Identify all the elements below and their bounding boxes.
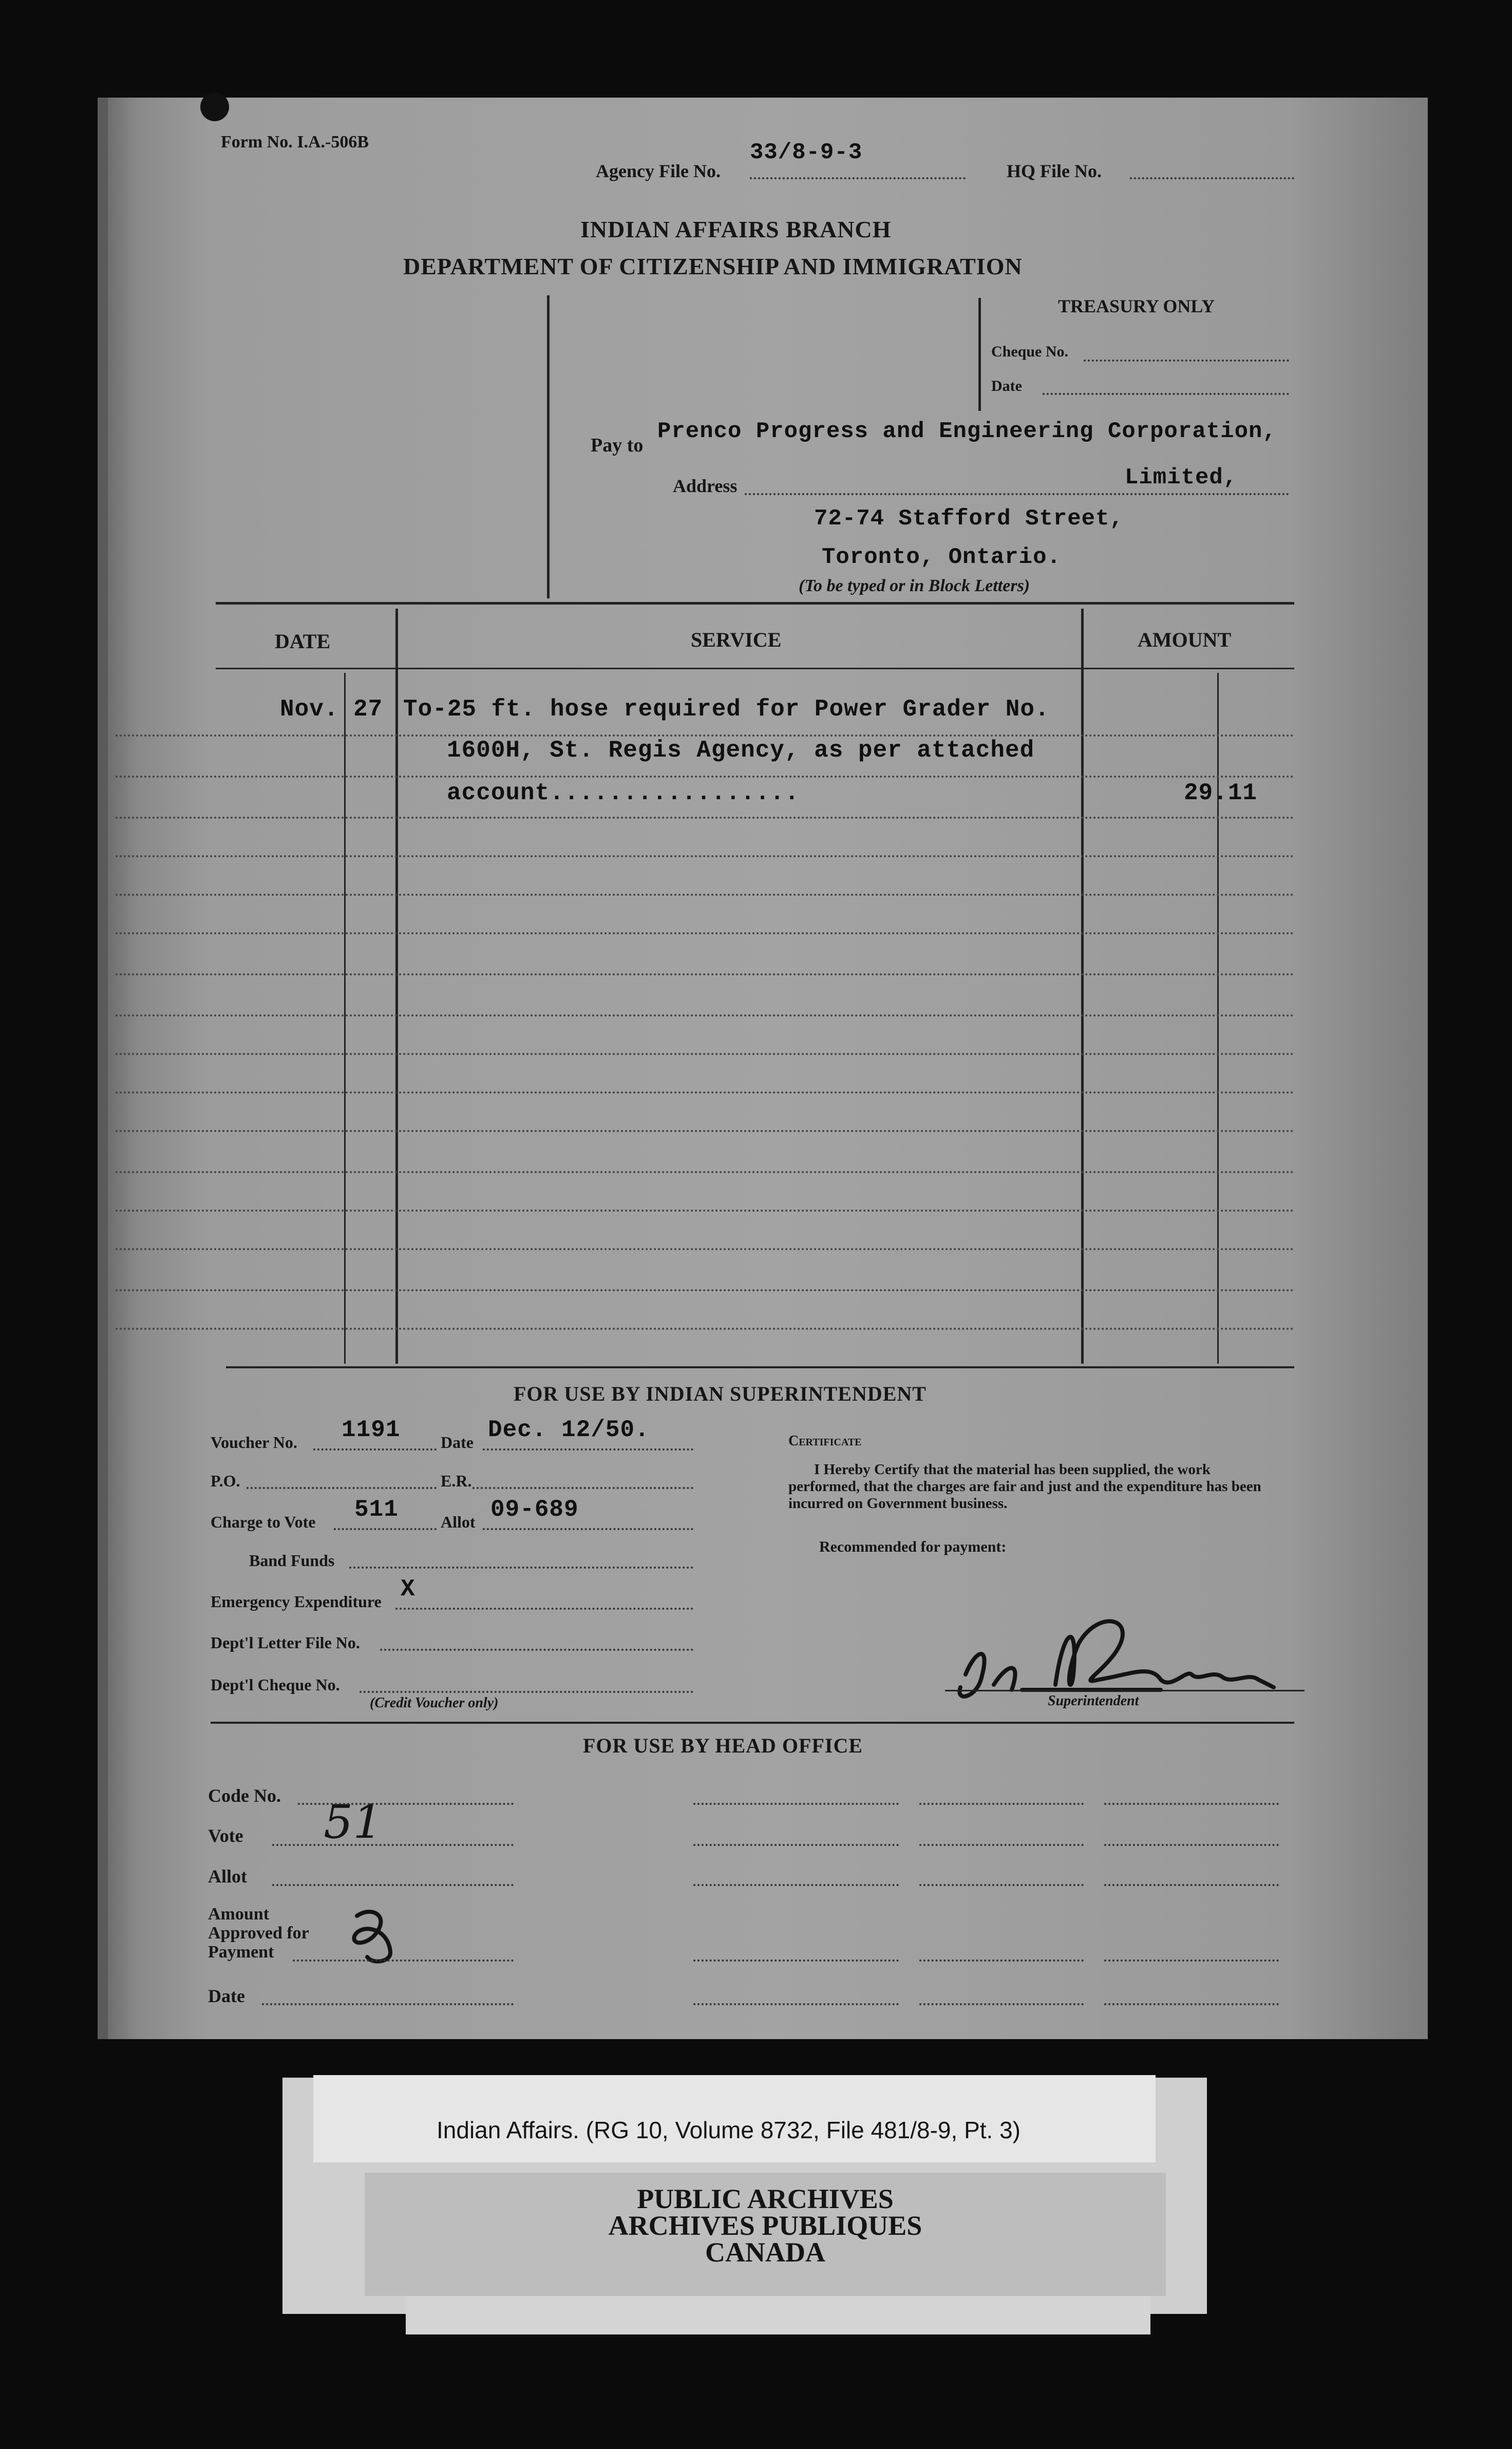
charge-to-vote-value: 511 <box>354 1496 399 1523</box>
treasury-cheque-line <box>1084 360 1289 362</box>
punch-hole <box>200 92 229 121</box>
form-number: Form No. I.A.-506B <box>221 133 369 152</box>
band-funds-label: Band Funds <box>249 1551 335 1570</box>
address-line-2: 72-74 Stafford Street, <box>814 506 1124 532</box>
allot-label: Allot <box>441 1513 476 1531</box>
cheque-no-label: Dept'l Cheque No. <box>211 1675 340 1694</box>
superintendent-title: FOR USE BY INDIAN SUPERINTENDENT <box>514 1382 927 1405</box>
head-office-line <box>1104 1803 1279 1805</box>
er-line <box>472 1487 693 1489</box>
amount-column-header: AMOUNT <box>1138 628 1232 651</box>
voucher-date-value: Dec. 12/50. <box>488 1417 650 1443</box>
cheque-no-line <box>360 1691 693 1693</box>
payment-label: Payment <box>208 1943 274 1962</box>
table-row <box>116 1053 1294 1055</box>
address-line-1: Limited, <box>1125 465 1238 491</box>
approved-for-label: Approved for <box>208 1924 309 1943</box>
head-office-rule <box>211 1722 1294 1724</box>
head-office-line <box>693 1884 899 1886</box>
department-title: DEPARTMENT OF CITIZENSHIP AND IMMIGRATION <box>403 253 1023 279</box>
treasury-date-line <box>1043 393 1289 395</box>
letter-file-label: Dept'l Letter File No. <box>211 1633 360 1652</box>
table-row <box>116 776 1294 778</box>
pay-to-value: Prenco Progress and Engineering Corporation, <box>657 419 1277 444</box>
archive-stamp-line-2: ARCHIVES PUBLIQUES <box>608 2210 922 2241</box>
head-office-line <box>919 2003 1084 2005</box>
letter-file-line <box>380 1649 693 1651</box>
hq-file-label: HQ File No. <box>1007 161 1102 181</box>
amount-label: Amount <box>208 1905 270 1924</box>
table-row <box>116 855 1294 857</box>
table-row <box>116 973 1294 975</box>
voucher-date-line <box>483 1448 693 1450</box>
table-row <box>116 1210 1294 1212</box>
po-line <box>247 1487 437 1489</box>
head-office-line <box>693 1844 899 1846</box>
certificate-title: Certificate <box>788 1433 862 1449</box>
emergency-expenditure-line <box>395 1608 693 1610</box>
emergency-expenditure-label: Emergency Expenditure <box>211 1592 382 1611</box>
head-office-line <box>1104 2003 1279 2005</box>
table-row <box>116 817 1294 819</box>
amount-column-rule <box>1081 609 1084 1364</box>
charge-to-vote-line <box>334 1528 437 1530</box>
archive-stamp <box>365 2183 1166 2268</box>
recommended-for-payment: Recommended for payment: <box>819 1538 1007 1555</box>
head-office-title: FOR USE BY HEAD OFFICE <box>583 1734 863 1757</box>
amount-value: 29.11 <box>1184 780 1258 806</box>
date-column-rule <box>395 609 398 1364</box>
table-row <box>116 1289 1294 1291</box>
superintendent-rule <box>226 1366 1294 1368</box>
service-line-3: account................. <box>447 780 800 806</box>
voucher-no-line <box>313 1448 437 1450</box>
allot-value: 09-689 <box>490 1496 579 1523</box>
archive-stamp-line-1: PUBLIC ARCHIVES <box>637 2183 894 2214</box>
charge-to-vote-label: Charge to Vote <box>211 1513 316 1531</box>
archive-tag-bottom-strip <box>406 2296 1150 2334</box>
allot-line <box>483 1528 693 1530</box>
head-office-line <box>298 1803 514 1805</box>
hq-file-line <box>1130 177 1294 179</box>
head-office-line <box>693 1803 899 1805</box>
allot-head-label: Allot <box>208 1866 247 1887</box>
table-row <box>116 894 1294 896</box>
credit-voucher-note: (Credit Voucher only) <box>370 1695 499 1711</box>
er-label: E.R. <box>441 1472 472 1490</box>
agency-file-label: Agency File No. <box>596 161 721 181</box>
treasury-title: TREASURY ONLY <box>1058 296 1215 316</box>
table-top-rule <box>216 602 1294 605</box>
entry-date: Nov. 27 <box>280 696 383 723</box>
table-row <box>116 1130 1294 1132</box>
treasury-box-left <box>978 298 981 411</box>
date-head-label: Date <box>208 1986 245 2006</box>
code-no-label: Code No. <box>208 1785 281 1806</box>
service-line-1: To-25 ft. hose required for Power Grader No. <box>403 696 1050 723</box>
voucher-no-value: 1191 <box>342 1417 401 1443</box>
table-row <box>116 1171 1294 1173</box>
table-row <box>116 1248 1294 1250</box>
vote-handwritten: 51 <box>324 1795 383 1849</box>
head-office-line <box>262 2003 514 2005</box>
treasury-date-label: Date <box>991 378 1022 394</box>
archive-stamp-line-3: CANADA <box>705 2237 825 2268</box>
table-row <box>116 734 1294 737</box>
archive-reference: Indian Affairs. (RG 10, Volume 8732, File 481/8-9, Pt. 3) <box>437 2117 1020 2143</box>
voucher-no-label: Voucher No. <box>211 1433 297 1452</box>
address-line <box>745 493 1289 495</box>
head-office-line <box>693 2003 899 2005</box>
signature-line <box>945 1690 1305 1691</box>
table-row <box>116 1328 1294 1330</box>
agency-file-value: 33/8-9-3 <box>750 140 863 165</box>
treasury-cheque-label: Cheque No. <box>991 343 1069 360</box>
table-row <box>116 932 1294 934</box>
head-office-line <box>1104 1960 1279 1962</box>
table-header-rule <box>216 668 1294 669</box>
certificate-text: I Hereby Certify that the material has been supplied, the work performed, that the charges are fair and just and the expenditure has been incurred on Government business. <box>788 1461 1261 1512</box>
header-divider <box>547 295 550 598</box>
vote-label: Vote <box>208 1825 243 1846</box>
service-line-2: 1600H, St. Regis Agency, as per attached <box>447 737 1035 764</box>
head-office-line <box>693 1960 899 1962</box>
head-office-line <box>919 1884 1084 1886</box>
head-office-line <box>272 1844 514 1846</box>
head-office-line <box>1104 1884 1279 1886</box>
band-funds-line <box>349 1567 693 1569</box>
agency-file-line <box>750 177 966 179</box>
po-label: P.O. <box>211 1472 240 1490</box>
pay-to-label: Pay to <box>591 435 644 456</box>
date-column-header: DATE <box>275 630 331 653</box>
table-row <box>116 1014 1294 1016</box>
emergency-expenditure-value: X <box>401 1576 415 1603</box>
head-office-line <box>919 1960 1084 1962</box>
head-office-line <box>272 1884 514 1886</box>
head-office-line <box>293 1960 514 1962</box>
address-line-3: Toronto, Ontario. <box>822 544 1061 570</box>
head-office-line <box>1104 1844 1279 1846</box>
block-letters-note: (To be typed or in Block Letters) <box>799 576 1030 595</box>
service-column-header: SERVICE <box>691 628 782 651</box>
table-row <box>116 1091 1294 1094</box>
branch-title: INDIAN AFFAIRS BRANCH <box>580 216 892 242</box>
head-office-line <box>919 1803 1084 1805</box>
superintendent-role: Superintendent <box>1048 1693 1139 1709</box>
head-office-line <box>919 1844 1084 1846</box>
address-label: Address <box>673 476 738 496</box>
voucher-date-label: Date <box>441 1433 474 1452</box>
